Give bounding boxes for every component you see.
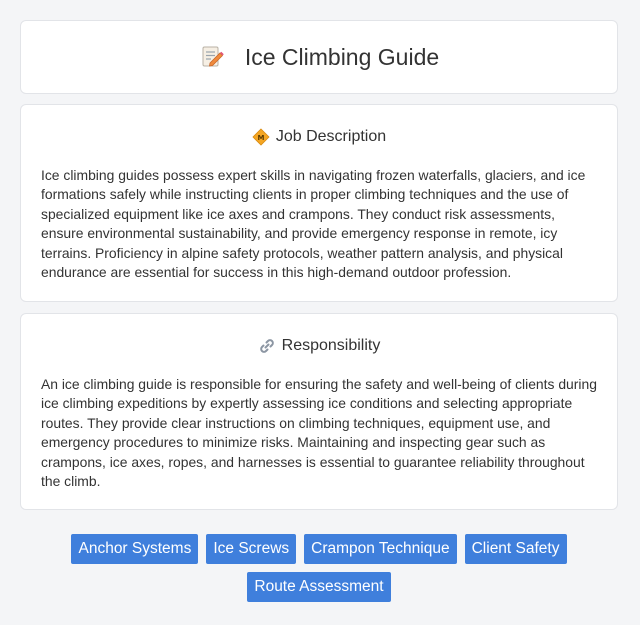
diamond-icon <box>252 128 270 146</box>
job-description-card <box>20 104 618 302</box>
responsibility-header <box>41 334 597 358</box>
tag-anchor-systems[interactable]: Anchor Systems <box>71 534 198 564</box>
job-description-text: Ice climbing guides possess expert skills in navigating frozen waterfalls, glaciers, and ice formations safely while instructing clients in proper climbing techniques and the use of specialized equipment like ice axes and crampons. They conduct risk assessments, ensure environmental sustainability, and provide emergency response in remote, icy terrains. Proficiency in alpine safety protocols, weather pattern analysis, and physical endurance are essential for success in this high-demand outdoor profession. <box>41 167 586 281</box>
tag-route-assessment[interactable]: Route Assessment <box>247 572 390 602</box>
page-title: Ice Climbing Guide <box>244 43 440 70</box>
memo-icon <box>199 44 225 70</box>
link-icon <box>258 337 276 355</box>
header-card <box>20 20 618 94</box>
svg-text:M: M <box>257 134 265 142</box>
skill-tags <box>20 534 618 602</box>
tag-client-safety[interactable]: Client Safety <box>465 534 567 564</box>
tag-ice-screws[interactable]: Ice Screws <box>206 534 296 564</box>
job-description-header <box>41 125 597 149</box>
tag-crampon-technique[interactable]: Crampon Technique <box>304 534 456 564</box>
title-wrap <box>199 44 439 71</box>
responsibility-title: Responsibility <box>281 337 381 354</box>
responsibility-card <box>20 313 618 510</box>
job-description-title: Job Description <box>275 128 387 145</box>
responsibility-text: An ice climbing guide is responsible for ensuring the safety and well-being of clients during ice climbing expeditions by expertly assessing ice conditions and selecting appropriate routes. They provide clear instructions on climbing techniques, equipment use, and emergency procedures to minimize risks. Maintaining and inspecting gear such as crampons, ice axes, ropes, and harnesses is essential to guarantee reliability throughout the climb. <box>41 376 597 490</box>
